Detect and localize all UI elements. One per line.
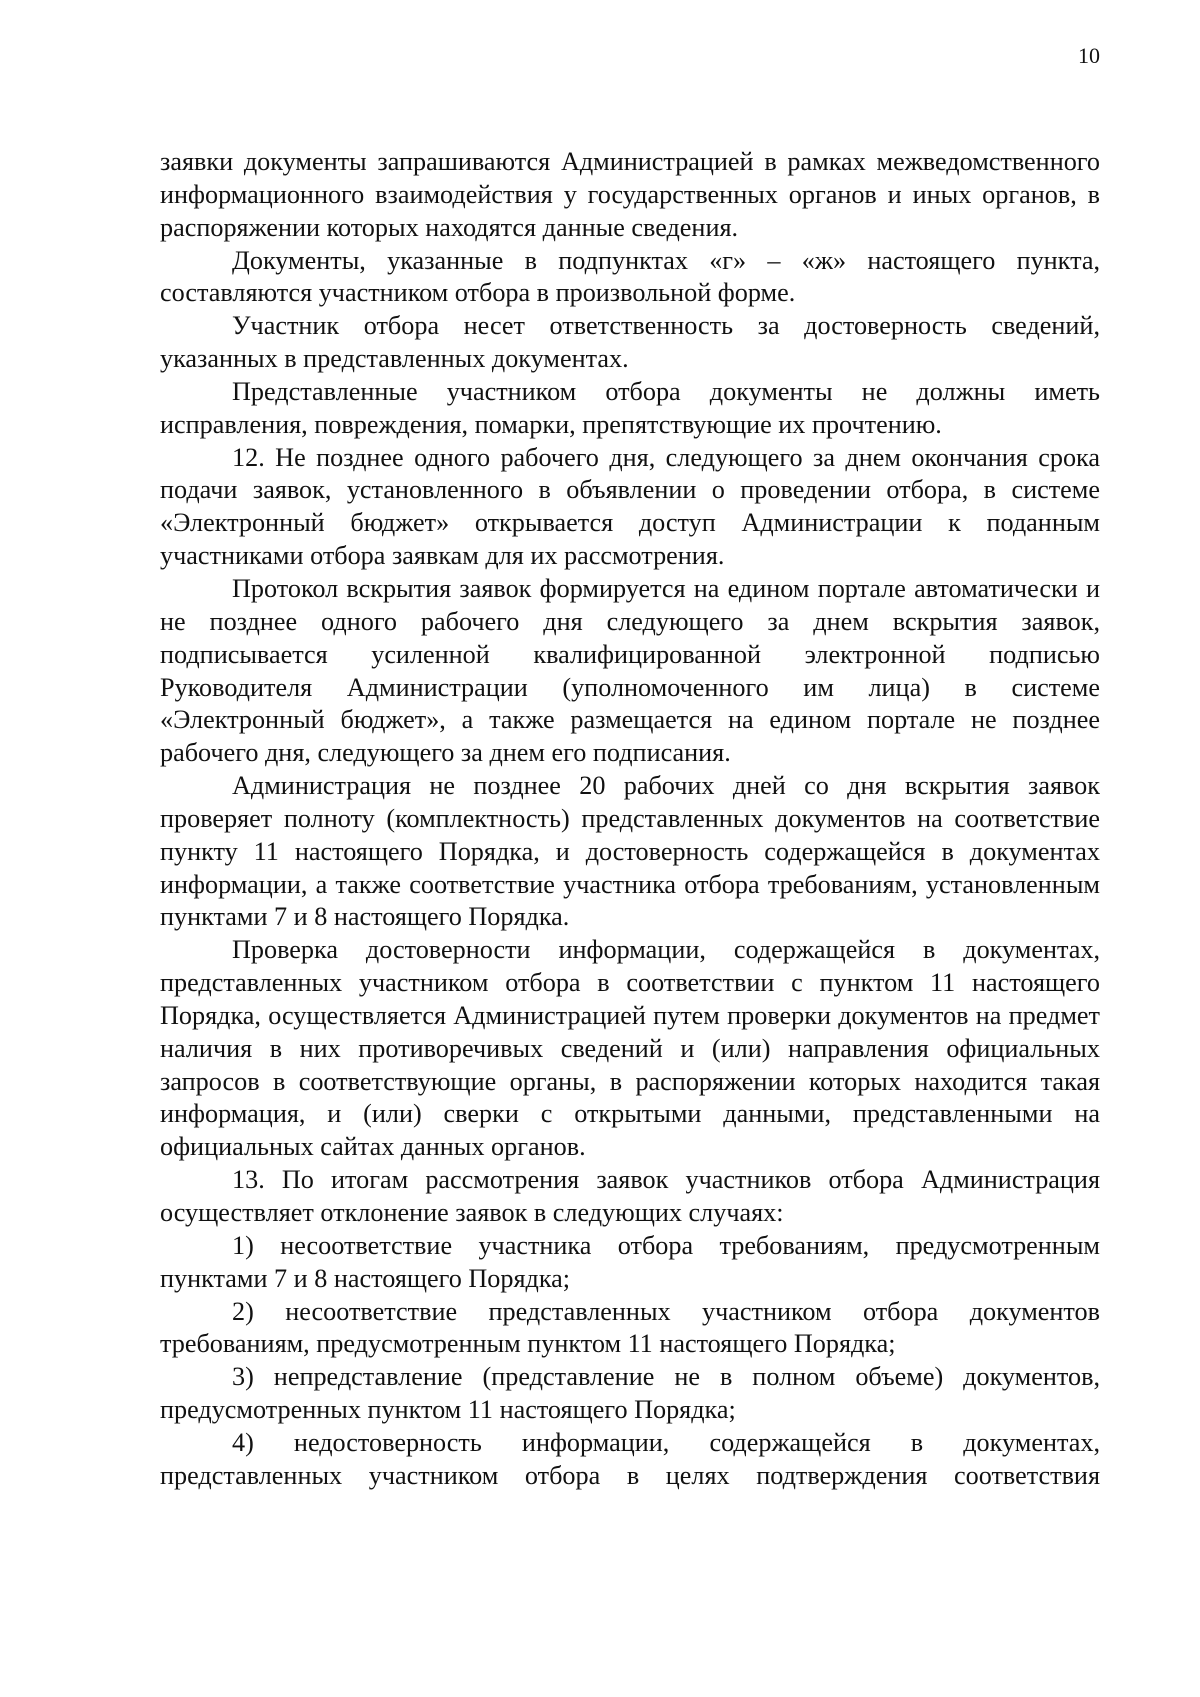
paragraph-item-13: 13. По итогам рассмотрения заявок участников отбора Администрация осуществляет отклонение заявок в следующих случаях: bbox=[160, 1165, 1100, 1227]
paragraph-reason-1: 1) несоответствие участника отбора требованиям, предусмотренным пунктами 7 и 8 настоящего Порядка; bbox=[160, 1230, 1100, 1293]
paragraph-reason-3: 3) непредставление (представление не в полном объеме) документов, предусмотренных пунктом 11 настоящего Порядка; bbox=[160, 1362, 1100, 1425]
paragraph-reason-2: 2) несоответствие представленных участником отбора документов требованиям, предусмотренным пунктом 11 настоящего Порядка; bbox=[160, 1296, 1100, 1359]
paragraph-documents-form: Документы, указанные в подпунктах «г» – «ж» настоящего пункта, составляются участником отбора в произвольной форме. bbox=[160, 245, 1100, 308]
page-number: 10 bbox=[1078, 43, 1100, 68]
paragraph-responsibility: Участник отбора несет ответственность за достоверность сведений, указанных в представленных документах. bbox=[160, 311, 1100, 374]
paragraph-verification: Проверка достоверности информации, содержащейся в документах, представленных участником отбора в соответствии с пунктом 11 настоящего Порядка, осуществляется Администрацией путем проверки документов на предмет наличия в них противоречивых сведений и (или) направления официальных запросов в соответствующие органы, в распоряжении которых находится такая информация, и (или) сверки с открытыми данными, представленными на официальных сайтах данных органов. bbox=[160, 935, 1100, 1162]
paragraph-protocol: Протокол вскрытия заявок формируется на едином портале автоматически и не позднее одного рабочего дня следующего за днем вскрытия заявок, подписывается усиленной квалифицированной электронной подписью Руководителя Администрации (уполномоченного им лица) в системе «Электронный бюджет», а также размещается на едином портале не позднее рабочего дня, следующего за днем его подписания. bbox=[160, 573, 1100, 768]
paragraph-item-12: 12. Не позднее одного рабочего дня, следующего за днем окончания срока подачи заявок, установленного в объявлении о проведении отбора, в системе «Электронный бюджет» открывается доступ Администрации к поданным участниками отбора заявкам для их рассмотрения. bbox=[160, 442, 1100, 571]
paragraph-continuation: заявки документы запрашиваются Администрацией в рамках межведомственного информационного взаимодействия у государственных органов и иных органов, в распоряжении которых находятся данные сведения. bbox=[160, 147, 1100, 242]
document-body bbox=[160, 146, 1100, 1493]
paragraph-no-corrections: Представленные участником отбора документы не должны иметь исправления, повреждения, помарки, препятствующие их прочтению. bbox=[160, 376, 1100, 439]
paragraph-administration-check: Администрация не позднее 20 рабочих дней со дня вскрытия заявок проверяет полноту (комплектность) представленных документов на соответствие пункту 11 настоящего Порядка, и достоверность содержащейся в документах информации, а также соответствие участника отбора требованиям, установленным пунктами 7 и 8 настоящего Порядка. bbox=[160, 771, 1100, 932]
paragraph-reason-4: 4) недостоверность информации, содержащейся в документах, представленных участником отбора в целях подтверждения соответствия bbox=[160, 1427, 1100, 1490]
